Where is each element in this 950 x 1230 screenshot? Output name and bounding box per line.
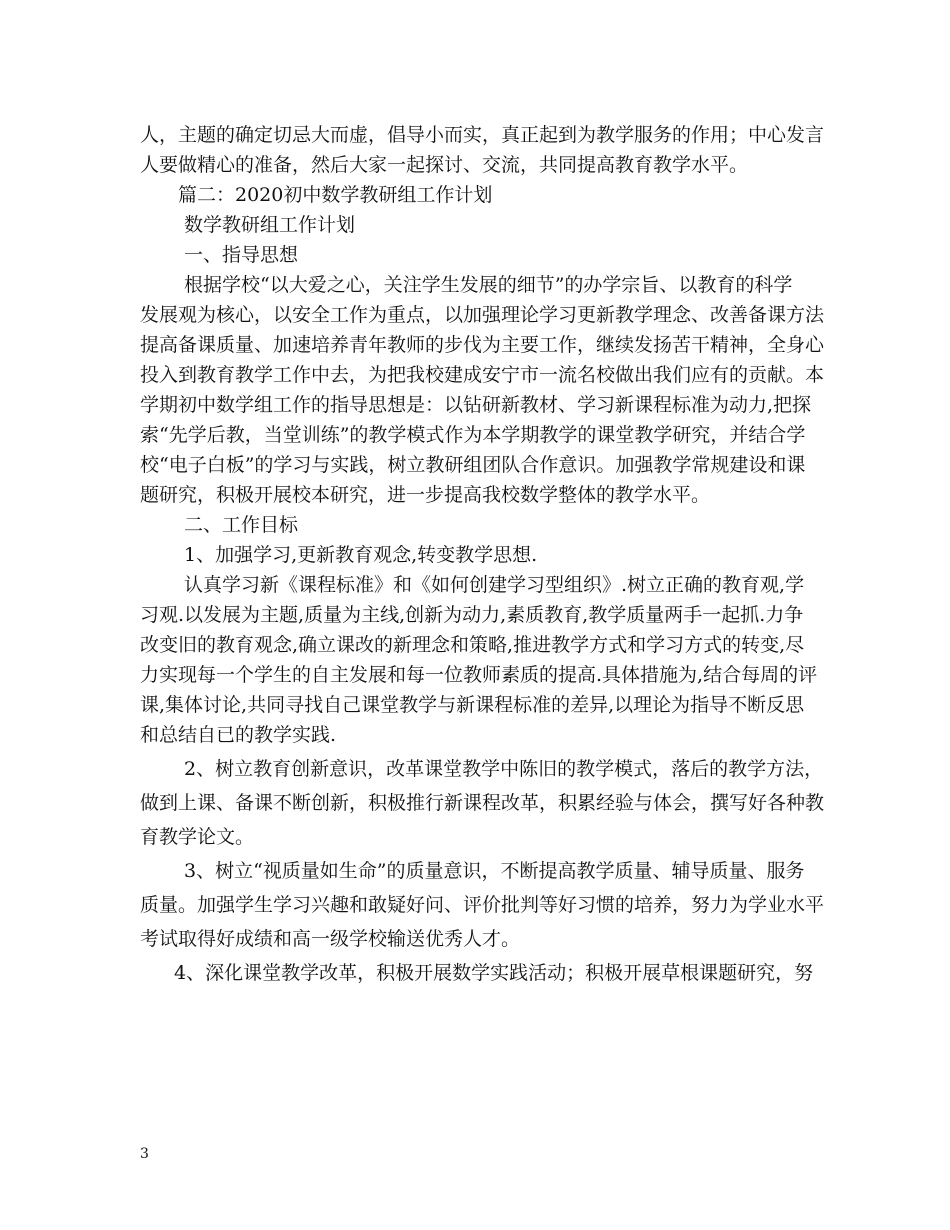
paragraph-line: 校“电子白板”的学习与实践，树立教研组团队合作意识。加强教学常规建设和课 [140, 454, 806, 476]
paragraph-line: 认真学习新《课程标准》和《如何创建学习型组织》.树立正确的教育观,学 [184, 574, 805, 596]
section-heading: 篇二：2020初中数学教研组工作计划 [178, 184, 493, 206]
paragraph-line: 题研究，积极开展校本研究，进一步提高我校数学整体的教学水平。 [140, 484, 711, 506]
paragraph-line: 人要做精心的准备，然后大家一起探讨、交流，共同提高教育教学水平。 [140, 154, 749, 176]
document-body [140, 120, 825, 988]
paragraph-line: 改变旧的教育观念,确立课改的新理念和策略,推进教学方式和学习方式的转变,尽 [140, 634, 805, 656]
paragraph-line: 投入到教育教学工作中去，为把我校建成安宁市一流名校做出我们应有的贡献。本 [140, 364, 825, 386]
paragraph-line: 考试取得好成绩和高一级学校输送优秀人才。 [140, 928, 521, 950]
paragraph-line: 做到上课、备课不断创新，积极推行新课程改革，积累经验与体会，撰写好各种教 [140, 792, 825, 814]
document-title: 数学教研组工作计划 [184, 214, 356, 236]
paragraph-line: 力实现每一个学生的自主发展和每一位教师素质的提高.具体措施为,结合每周的评 [140, 664, 818, 686]
paragraph-line: 和总结自已的教学实践. [140, 724, 337, 746]
paragraph-line: 索“先学后教，当堂训练”的教学模式作为本学期教学的课堂教学研究，并结合学 [140, 424, 806, 446]
section-heading: 一、指导思想 [184, 244, 299, 266]
paragraph-line: 人，主题的确定切忌大而虚，倡导小而实，真正起到为教学服务的作用；中心发言 [140, 124, 825, 146]
paragraph-line: 习观.以发展为主题,质量为主线,创新为动力,素质教育,教学质量两手一起抓.力争 [140, 604, 804, 626]
paragraph-line: 发展观为核心，以安全工作为重点，以加强理论学习更新教学理念、改善备课方法 [140, 304, 825, 326]
paragraph-line: 育教学论文。 [140, 826, 255, 848]
paragraph-line: 学期初中数学组工作的指导思想是：以钻研新教材、学习新课程标准为动力,把探 [140, 394, 812, 416]
paragraph-line: 4、深化课堂教学改革，积极开展数学实践活动；积极开展草根课题研究，努 [174, 962, 814, 984]
section-heading: 二、工作目标 [184, 514, 299, 536]
paragraph-line: 3、树立“视质量如生命”的质量意识，不断提高教学质量、辅导质量、服务 [184, 860, 805, 882]
page-number: 3 [140, 1146, 149, 1162]
subsection-heading: 1、加强学习,更新教育观念,转变教学思想. [184, 544, 538, 566]
paragraph-line: 提高备课质量、加速培养青年教师的步伐为主要工作，继续发扬苦干精神，全身心 [140, 334, 825, 356]
paragraph-line: 根据学校“以大爱之心，关注学生发展的细节”的办学宗旨、以教育的科学 [184, 274, 793, 296]
paragraph-line: 课,集体讨论,共同寻找自己课堂教学与新课程标准的差异,以理论为指导不断反思 [140, 694, 805, 716]
paragraph-line: 质量。加强学生学习兴趣和敢疑好问、评价批判等好习惯的培养，努力为学业水平 [140, 894, 825, 916]
paragraph-line: 2、树立教育创新意识，改革课堂教学中陈旧的教学模式，落后的教学方法， [184, 758, 824, 780]
